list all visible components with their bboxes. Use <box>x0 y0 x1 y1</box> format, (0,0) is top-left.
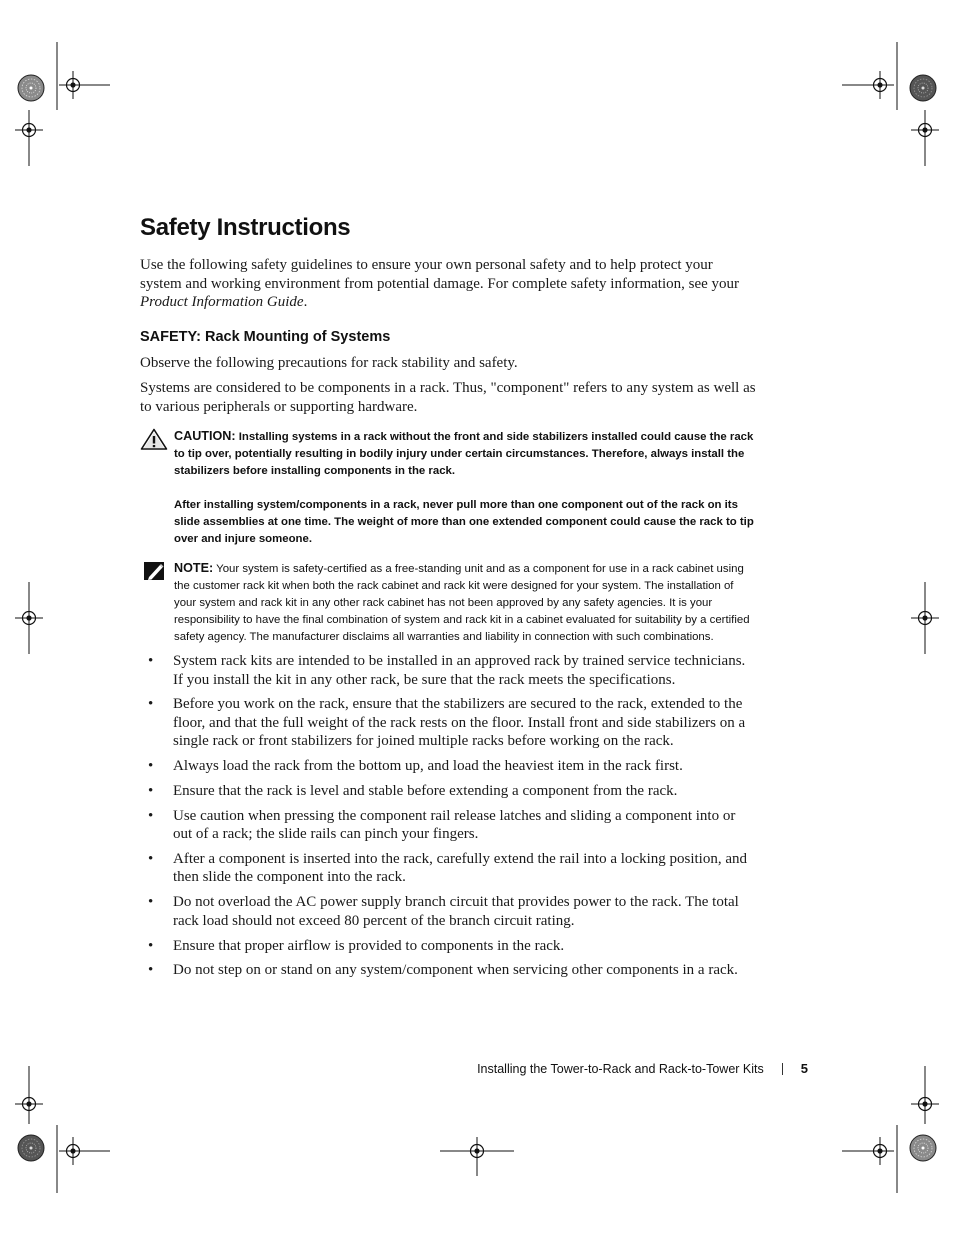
list-item-text: Before you work on the rack, ensure that the stabilizers are secured to the rack, extended to the floor, and that the full weight of the rack rests on the floor. Install front and side stabilizers on a single rack or front stabilizers for joined multiple racks before working on the rack. <box>173 696 746 750</box>
page-content <box>140 214 758 986</box>
bullet-glyph: • <box>148 758 154 775</box>
bullet-glyph: • <box>148 653 154 669</box>
bullet-glyph: • <box>148 894 154 911</box>
list-item <box>140 807 758 844</box>
paragraph-components: Systems are considered to be components in a rack. Thus, "component" refers to any system as well as to various peripherals or supporting hardware. <box>140 380 756 415</box>
caution-body: Installing systems in a rack without the front and side stabilizers installed could cause the rack to tip over, potentially resulting in bodily injury under certain circumstances. Therefore, always install the stabilizers before installing components in the rack. <box>174 431 754 477</box>
page-number: 5 <box>800 1061 808 1076</box>
page-title: Safety Instructions <box>140 214 351 241</box>
bullet-glyph: • <box>148 937 154 954</box>
note-notice <box>140 560 758 646</box>
list-item <box>140 757 758 776</box>
intro-paragraph <box>140 256 758 312</box>
caution-text-2: After installing system/components in a rack, never pull more than one component out of the rack on its slide assemblies at one time. The weight of more than one extended component could cause the rack to tip over and injure someone. <box>174 499 754 545</box>
note-text <box>174 560 758 646</box>
list-item <box>140 850 758 887</box>
list-item <box>140 961 758 980</box>
bullet-glyph: • <box>148 850 154 867</box>
caution-text <box>174 428 758 480</box>
list-item <box>140 937 758 956</box>
list-item-text: Ensure that proper airflow is provided to components in the rack. <box>173 937 565 954</box>
color-wheel-icon <box>910 1135 936 1161</box>
bullet-glyph: • <box>148 782 154 799</box>
list-item-text: Always load the rack from the bottom up, and load the heaviest item in the rack first. <box>173 758 683 775</box>
list-item-text: Do not overload the AC power supply branch circuit that provides power to the rack. The total rack load should not exceed 80 percent of the branch circuit rating. <box>173 894 739 929</box>
note-pencil-icon <box>140 560 168 582</box>
color-wheel-icon <box>910 75 936 101</box>
list-item <box>140 695 758 751</box>
list-item-text: System rack kits are intended to be installed in an approved rack by trained service technicians. If you install the kit in any other rack, be sure that the rack meets the specifications. <box>173 653 746 688</box>
caution-notice <box>140 428 758 548</box>
intro-end: . <box>303 294 308 310</box>
intro-guide-title: Product Information Guide <box>140 294 304 310</box>
list-item <box>140 652 758 689</box>
bullet-glyph: • <box>148 962 154 979</box>
footer-divider <box>782 1063 783 1075</box>
note-label: NOTE: <box>174 561 214 575</box>
bullet-glyph: • <box>148 807 154 824</box>
list-item-text: Ensure that the rack is level and stable before extending a component from the rack. <box>173 782 678 799</box>
section-heading: SAFETY: Rack Mounting of Systems <box>140 328 391 345</box>
color-wheel-icon <box>18 75 44 101</box>
warning-triangle-icon <box>140 428 168 450</box>
page-footer <box>477 1061 808 1076</box>
footer-chapter-title: Installing the Tower-to-Rack and Rack-to-Tower Kits <box>477 1061 764 1076</box>
list-item-text: Do not step on or stand on any system/component when servicing other components in a rack. <box>173 962 738 979</box>
list-item-text: After a component is inserted into the rack, carefully extend the rail into a locking position, and then slide the component into the rack. <box>173 850 747 886</box>
caution-label: CAUTION: <box>174 429 236 443</box>
intro-text: Use the following safety guidelines to ensure your own personal safety and to help protect your system and working environment from potential damage. For complete safety information, see your <box>140 257 740 292</box>
note-body: Your system is safety-certified as a free-standing unit and as a component for use in a rack cabinet using the customer rack kit when both the rack cabinet and rack kit were designed for your system. The installation of your system and rack kit in any other rack cabinet has not been approved by any safety agencies. It is your responsibility to have the final combination of system and rack kit in a cabinet evaluated for suitability by a certified safety agency. The manufacturer disclaims all warranties and liability in connection with such combinations. <box>174 563 750 643</box>
safety-bullet-list <box>140 652 758 980</box>
paragraph-precautions: Observe the following precautions for rack stability and safety. <box>140 354 518 371</box>
list-item <box>140 782 758 801</box>
list-item-text: Use caution when pressing the component rail release latches and sliding a component into or out of a rack; the slide rails can pinch your fingers. <box>173 807 736 843</box>
bullet-glyph: • <box>148 696 154 713</box>
list-item <box>140 893 758 930</box>
color-wheel-icon <box>18 1135 44 1161</box>
